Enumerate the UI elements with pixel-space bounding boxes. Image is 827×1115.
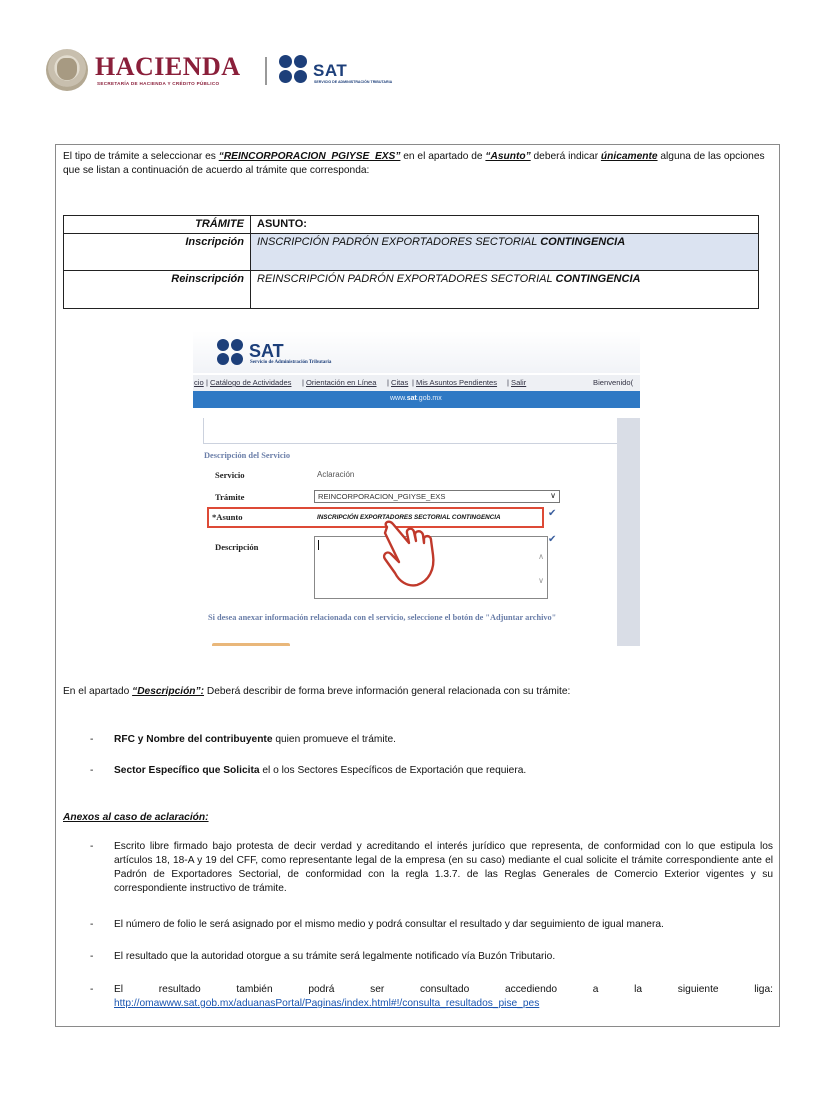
attach-file-button[interactable] bbox=[212, 643, 290, 646]
nav-link[interactable]: Citas bbox=[391, 378, 409, 387]
unicamente-keyword: únicamente bbox=[600, 151, 658, 162]
list-bullet: - bbox=[90, 765, 94, 776]
nav-link[interactable]: Catálogo de Actividades bbox=[210, 378, 292, 387]
edit-check-icon[interactable]: ✔ bbox=[548, 534, 557, 545]
tramite-code: “REINCORPORACION_PGIYSE_EXS” bbox=[218, 151, 401, 162]
row-tramite: Reinscripción bbox=[64, 271, 251, 309]
list-bullet: - bbox=[90, 734, 94, 745]
table-row bbox=[64, 271, 759, 309]
sat-logo-icon bbox=[217, 339, 245, 367]
hacienda-title: HACIENDA bbox=[95, 52, 241, 81]
list-item bbox=[114, 983, 773, 1011]
tramite-select[interactable]: REINCORPORACION_PGIYSE_EXS ∨ bbox=[314, 490, 560, 503]
chevron-down-icon: ∨ bbox=[550, 491, 556, 500]
nav-link[interactable]: Salir bbox=[511, 378, 527, 387]
servicio-value: Aclaración bbox=[317, 470, 355, 479]
asunto-highlight-box bbox=[207, 507, 544, 528]
header-divider bbox=[265, 57, 267, 85]
descripcion-keyword: “Descripción”: bbox=[132, 686, 205, 697]
row-asunto: REINSCRIPCIÓN PADRÓN EXPORTADORES SECTORIAL CONTINGENCIA bbox=[251, 271, 759, 309]
attach-note: Si desea anexar información relacionada con el servicio, seleccione el botón de "Adjuntar archivo" bbox=[208, 613, 557, 622]
asunto-label: *Asunto bbox=[212, 512, 243, 522]
list-bullet: - bbox=[90, 951, 94, 962]
service-section-title: Descripción del Servicio bbox=[204, 451, 291, 460]
descripcion-label: Descripción bbox=[215, 542, 259, 552]
screenshot-sat-subtitle: Servicio de Administración Tributaria bbox=[250, 360, 332, 365]
servicio-label: Servicio bbox=[215, 470, 245, 480]
tramite-label: Trámite bbox=[215, 492, 245, 502]
list-item: RFC y Nombre del contribuyente quien promueve el trámite. bbox=[114, 734, 396, 745]
table-header-row bbox=[64, 216, 759, 234]
embedded-screenshot bbox=[193, 331, 640, 646]
asunto-keyword: “Asunto” bbox=[485, 151, 531, 162]
table-row bbox=[64, 234, 759, 271]
list-bullet: - bbox=[90, 919, 94, 930]
list-item: El número de folio le será asignado por el mismo medio y podrá consultar el resultado y dar seguimiento de igual manera. bbox=[114, 919, 664, 930]
sat-logo-icon bbox=[279, 55, 309, 85]
intro-paragraph: El tipo de trámite a seleccionar es “REINCORPORACION_PGIYSE_EXS” en el apartado de “Asunto” deberá indicar únicamente alguna de las opciones que se listan a continuación de acuerdo al trámite que corresponda: bbox=[63, 151, 765, 176]
coat-of-arms-icon bbox=[46, 49, 88, 91]
hacienda-subtitle: SECRETARÍA DE HACIENDA Y CRÉDITO PÚBLICO bbox=[97, 81, 220, 86]
site-url: www.sat.gob.mx bbox=[390, 395, 442, 402]
row-asunto: INSCRIPCIÓN PADRÓN EXPORTADORES SECTORIAL CONTINGENCIA bbox=[251, 234, 759, 271]
descripcion-paragraph: En el apartado “Descripción”: Deberá describir de forma breve información general relacionada con su trámite: bbox=[63, 686, 571, 697]
list-item: Sector Específico que Solicita el o los Sectores Específicos de Exportación que requiera. bbox=[114, 765, 527, 776]
list-item: El resultado que la autoridad otorgue a su trámite será legalmente notificado vía Buzón Tributario. bbox=[114, 951, 556, 962]
nav-link[interactable]: cio bbox=[194, 378, 204, 387]
last-item-text: El resultado también podrá ser consultado accediendo a la siguiente liga: bbox=[114, 984, 773, 995]
row-tramite: Inscripción bbox=[64, 234, 251, 271]
list-bullet: - bbox=[90, 984, 94, 995]
anexos-title: Anexos al caso de aclaración: bbox=[63, 812, 209, 823]
list-item: Escrito libre firmado bajo protesta de decir verdad y acreditando el interés jurídico que representa, de conformidad con lo que estipula los artículos 18, 18-A y 19 del CFF, como representante legal de la empresa (en su caso) mediante el cual solicite el trámite correspondiente ante el Padrón de Exportadores Sectorial, de conformidad con la regla 1.3.7. de las Reglas Generales de Comercio Exterior vigentes y su correspondiente instructivo de trámite. bbox=[114, 841, 773, 894]
scroll-arrows-icon: ∧ ∨ bbox=[538, 552, 544, 585]
header-tramite: TRÁMITE bbox=[64, 216, 251, 234]
edit-check-icon[interactable]: ✔ bbox=[548, 508, 557, 519]
screenshot-sat-title: SAT bbox=[249, 341, 284, 361]
sat-subtitle: SERVICIO DE ADMINISTRACIÓN TRIBUTARIA bbox=[314, 80, 393, 84]
nav-link[interactable]: Orientación en Línea bbox=[306, 378, 377, 387]
nav-link[interactable]: Mis Asuntos Pendientes bbox=[416, 378, 498, 387]
list-bullet: - bbox=[90, 841, 94, 852]
consulta-resultados-link[interactable]: http://omawww.sat.gob.mx/aduanasPortal/Paginas/index.html#!/consulta_resultados_pise_pes bbox=[114, 998, 540, 1009]
pointing-hand-icon bbox=[379, 519, 459, 591]
asunto-field[interactable]: INSCRIPCIÓN EXPORTADORES SECTORIAL CONTINGENCIA bbox=[317, 514, 501, 521]
tramite-asunto-table bbox=[63, 215, 759, 309]
screenshot-nav-bar: cio | Catálogo de Actividades | Orientación en Línea | Citas | Mis Asuntos Pendientes | Salir Bienvenido( bbox=[193, 375, 640, 391]
header-asunto: ASUNTO: bbox=[251, 216, 759, 234]
welcome-text: Bienvenido( bbox=[593, 378, 634, 387]
sat-title: SAT bbox=[313, 61, 348, 80]
